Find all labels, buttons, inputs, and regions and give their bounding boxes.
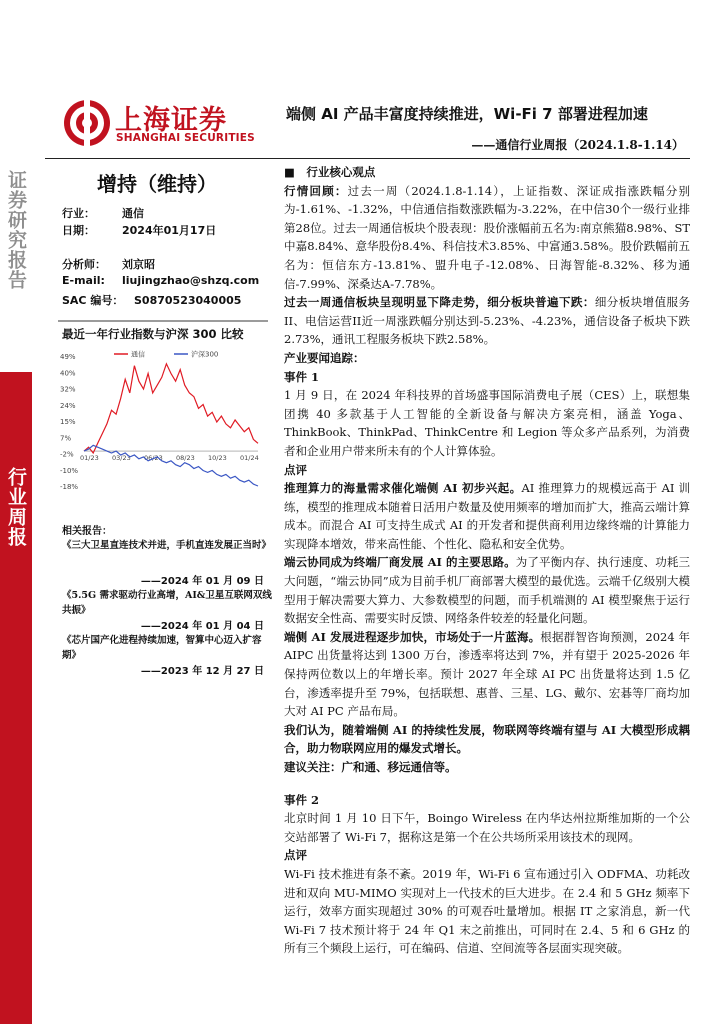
y-tick-label: 49% [60,353,76,361]
comment-para-4: 我们认为，随着端侧 AI 的持续性发展，物联网等终端有望与 AI 大模型形成耦合，助力物联网应用的爆发式增长。 [284,722,690,756]
spacer [284,777,690,791]
meta-value: 通信 [122,207,144,220]
para-text: 为了平衡内存、执行速度、功耗三大问题，“端云协同”成为目前手机厂商部署大模型的最优选。云端千亿级别大模型用于解决需要大算力、大参数模型的问题，而手机端测的 AI 模型聚焦于运行数据安全性高、需要实时反馈、网络条件较差的轻量化问题。 [284,555,691,626]
event1-text: 1 月 9 日，在 2024 年科技界的首场盛事国际消费电子展（CES）上，联想集团携 40 多款基于人工智能的全新设备与解决方案亮相，涵盖 Yoga、ThinkBook、ThinkPad、ThinkCentre 和 Legion 等众多产品系列，为消费者和企业用户带来所未有的个人计算体验。 [284,388,690,458]
legend-label: 沪深300 [191,350,219,359]
company-logo [62,96,255,152]
analyst-value: 刘京昭 [122,258,155,271]
comment-para-6: Wi-Fi 技术推进有条不紊。2019 年，Wi-Fi 6 宣布通过引入 ODFMA、功耗改进和双向 MU-MIMO 实现对上一代技术的巨大进步。在 2.4 和 5 GHz 频率下运行，效率方面实现超过 30% 的可观吞吐量增加。根据 IT 之家消息，新一代 Wi-Fi 7 技术预计将于 24 年 Q1 末之前推出，可同时在 2.4、5 和 6 GHz 的所有三个频段上运行，可在编码、信道、空间流等各层面实现突破。 [284,866,690,956]
y-tick-label: -2% [60,450,74,459]
y-tick-label: 40% [60,369,76,378]
header-divider [45,158,690,159]
news-label: 产业要闻追踪： [284,350,365,365]
review-label: 行情回顾： [284,183,348,198]
analyst-label: SAC 编号： [62,294,124,307]
comment-para-1 [284,479,690,553]
event1-label: 事件 1 [284,369,320,384]
para-bold: 端侧 AI 发展进程逐步加快，市场处于一片蓝海。 [284,629,541,644]
logo-name-en: SHANGHAI SECURITIES [116,132,255,144]
para-text: 根据群智咨询预测，2024 年 AIPC 出货量将达到 1300 万台，渗透率将达到 7%，并有望于 2025-2026 年保持两位数以上的年增长率。预计 2027 年全球 AI PC 出货量将达到 1.5 亿台，渗透率提升至 79%，包括联想、惠普、三星、LG、戴尔、宏碁等厂商均加大对 AI PC 产品布局。 [284,629,691,719]
meta-label: 日期： [62,224,95,237]
comment-label-2: 点评 [284,848,307,863]
related-report-date: ——2024 年 01 月 04 日 [140,621,264,632]
chart-title: 最近一年行业指数与沪深 300 比较 [62,327,244,341]
meta-date [62,222,216,238]
analyst-value: S0870523040005 [134,294,242,307]
market-review [284,182,690,294]
logo-emblem-icon [62,98,112,148]
sidebar-bottom-band [0,372,32,1024]
comment-para-3 [284,628,690,721]
y-tick-label: -18% [60,483,79,491]
report-body [284,163,690,958]
x-tick-label: 08/23 [176,454,195,463]
analyst-label: 分析师： [62,258,106,271]
event2-label: 事件 2 [284,792,320,807]
event2-text: 北京时间 1 月 10 日下午，Boingo Wireless 在内华达州拉斯维加斯的一个公交站部署了 Wi-Fi 7，据称这是第一个在公共场所采用该技术的现网。 [284,811,690,844]
sidebar-bottom-label: 行业周报 [5,467,27,547]
y-tick-label: -10% [60,466,79,475]
sidebar [0,0,32,1024]
rating: 增持（维持） [97,172,217,196]
report-subtitle: ——通信行业周报（2024.1.8-1.14） [471,138,684,152]
para-bold: 推理算力的海量需求催化端侧 AI 初步兴起。 [284,481,522,496]
related-report-title[interactable]: 《5.5G 需求驱动行业高增，AI&卫星互联网双线共振》 [62,590,272,616]
para-text: AI 推理算力的规模远高于 AI 训练，模型的推理成本随着日活用户数量及使用频率的增加而扩大，推高云端计算成本。而混合 AI 可支持生成式 AI 的开发者和提供商利用边缘终端的计算能力实现降本增效，带来高性能、个性化、隐私和安全优势。 [284,481,690,551]
section-title: ■ 行业核心观点 [284,165,376,179]
sector-text: 细分板块增值服务II、电信运营II近一周涨跌幅分别达到-5.23%、-4.23%，通信设备子板块下跌2.73%，通讯工程服务板块下跌2.58%。 [284,295,691,347]
related-report-title[interactable]: 《三大卫星直连技术并进，手机直连发展正当时》 [62,540,272,551]
sidebar-top-label: 证券研究报告 [0,95,32,365]
logo-name-cn: 上海证券 [115,105,227,136]
x-tick-label: 03/23 [112,454,131,463]
analyst-name [62,256,155,272]
x-tick-label: 01/24 [240,454,259,463]
sector-bold: 过去一周通信板块呈现明显下降走势，细分板块普遍下跌： [284,295,595,310]
x-tick-label: 06/23 [144,454,163,463]
comment-para-2 [284,553,690,627]
meta-label: 行业： [62,207,95,220]
related-report-date: ——2023 年 12 月 27 日 [140,666,264,677]
review-text: 过去一周（2024.1.8-1.14），上证指数、深证成指涨跌幅分别为-1.61%、-1.32%，中信通信指数涨跌幅为-3.22%，在中信30个一级行业排第28位。过去一周通信板块个股表现：股价涨幅前五名为:南京熊猫8.98%、ST中嘉8.84%、意华股份8.4%、科信技术3.85%、中富通3.58%。股价跌幅前五名为：恒信东方-13.81%、盟升电子-12.08%、日海智能-8.32%、移为通信-7.99%、深桑达A-7.78%。 [284,183,691,291]
analyst-label: E-mail: [62,274,105,287]
meta-industry [62,205,144,221]
sector-review [284,293,690,349]
x-tick-label: 10/23 [208,454,227,463]
y-tick-label: 15% [60,418,76,426]
related-report-date: ——2024 年 01 月 09 日 [140,576,264,587]
index-comparison-chart [58,346,268,494]
legend-label: 通信 [131,350,145,359]
analyst-value[interactable]: liujingzhao@shzq.com [122,274,260,287]
recommendation: 建议关注：广和通、移远通信等。 [284,760,457,774]
analyst-email [62,274,259,287]
series-line-telecom [84,364,258,453]
analyst-sac [62,292,241,308]
comment-label: 点评 [284,462,307,477]
x-tick-label: 01/23 [80,454,99,463]
meta-value: 2024年01月17日 [122,224,217,237]
y-tick-label: 32% [60,385,76,394]
y-tick-label: 24% [60,401,76,410]
related-report-title[interactable]: 《芯片国产化进程持续加速，智算中心迈入扩容期》 [62,635,262,661]
y-tick-label: 7% [60,434,72,443]
report-title: 端侧 AI 产品丰富度持续推进，Wi-Fi 7 部署进程加速 [286,105,648,123]
para-bold: 端云协同成为终端厂商发展 AI 的主要思路。 [284,555,516,570]
series-line-hs300 [84,445,258,486]
related-heading: 相关报告： [62,526,112,537]
